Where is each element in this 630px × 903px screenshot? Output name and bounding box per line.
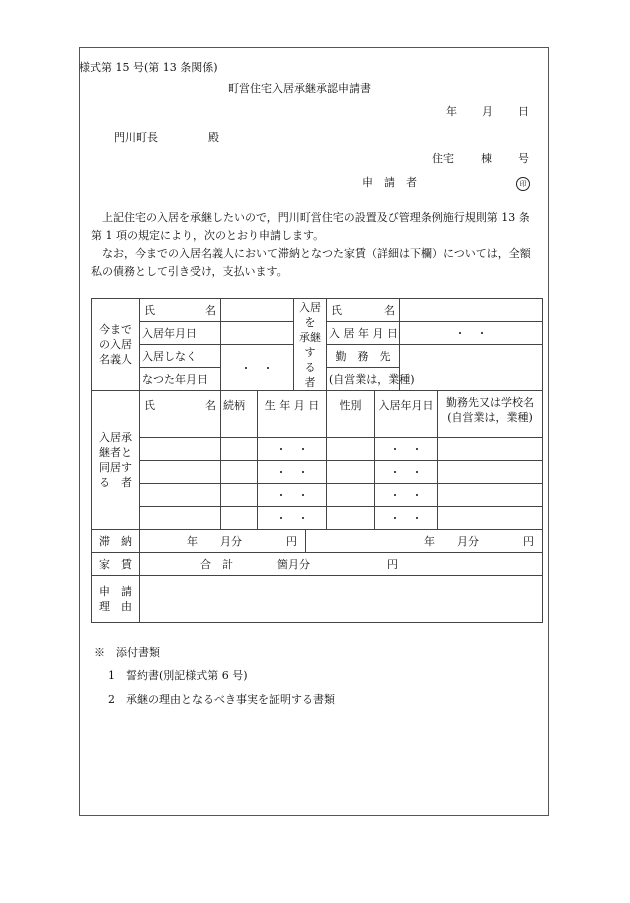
cohabitant-relation[interactable] xyxy=(221,438,258,461)
cohabitant-name[interactable] xyxy=(140,507,221,530)
paragraph-2: なお，今までの入居名義人において滞納となつた家賃（詳細は下欄）については，全額私の債務として引き受け，支払います。 xyxy=(91,247,531,278)
cohabitant-sex[interactable] xyxy=(327,507,375,530)
cohabitant-movein[interactable]: ・ ・ xyxy=(375,484,438,507)
reason-label: 申 請 理 由 xyxy=(92,576,140,623)
application-table xyxy=(91,298,543,623)
cohabitants-label: 入居承 継者と 同居す る 者 xyxy=(92,391,140,530)
cohabitant-relation[interactable] xyxy=(221,461,258,484)
attachments-heading: ※ 添付書類 xyxy=(94,646,160,659)
date-month: 月 xyxy=(482,105,493,118)
date-year: 年 xyxy=(446,105,457,118)
cohabitant-work[interactable] xyxy=(438,507,543,530)
successor-movein-label: 入 居 年 月 日 xyxy=(327,322,400,345)
applicant-seal xyxy=(516,176,530,191)
cohabitant-sex[interactable] xyxy=(327,438,375,461)
arrears-total[interactable]: 合 計 箇月分 円 xyxy=(140,553,543,576)
cohabitant-name[interactable] xyxy=(140,438,221,461)
arrears-label-2: 家 賃 xyxy=(92,553,140,576)
housing-building: 棟 xyxy=(481,152,492,165)
successor-label: 入居を 承継す る 者 xyxy=(294,299,327,391)
cohabitant-movein[interactable]: ・ ・ xyxy=(375,507,438,530)
cohabitant-sex[interactable] xyxy=(327,484,375,507)
cohabitant-sex[interactable] xyxy=(327,461,375,484)
prev-holder-label: 今まで の入居 名義人 xyxy=(92,299,140,391)
cohabitant-relation[interactable] xyxy=(221,484,258,507)
addressee-name: 門川町長 xyxy=(114,131,158,144)
cohabitant-header-sex: 性別 xyxy=(327,391,375,438)
cohabitant-movein[interactable]: ・ ・ xyxy=(375,461,438,484)
seal-mark: 印 xyxy=(516,177,530,191)
cohabitant-header-name: 氏 名 xyxy=(140,391,221,438)
cohabitant-birthdate[interactable]: ・ ・ xyxy=(258,507,327,530)
housing-number: 号 xyxy=(518,152,529,165)
cohabitant-birthdate[interactable]: ・ ・ xyxy=(258,484,327,507)
arrears-left-entry[interactable]: 年 月分 円 xyxy=(140,530,306,553)
prev-holder-moveout-label-2: なつた年月日 xyxy=(140,368,221,391)
cohabitant-movein[interactable]: ・ ・ xyxy=(375,438,438,461)
reason-value[interactable] xyxy=(140,576,543,623)
paragraph-1: 上記住宅の入居を承継したいので，門川町営住宅の設置及び管理条例施行規則第 13 条第 1 項の規定により，次のとおり申請します。 xyxy=(91,211,530,242)
cohabitant-work[interactable] xyxy=(438,461,543,484)
cohabitant-name[interactable] xyxy=(140,484,221,507)
applicant-label: 申 請 者 xyxy=(362,176,417,189)
cohabitant-header-relation: 続柄 xyxy=(221,391,258,438)
prev-holder-movein-value[interactable] xyxy=(221,322,294,345)
cohabitant-birthdate[interactable]: ・ ・ xyxy=(258,438,327,461)
form-number: 様式第 15 号(第 13 条関係) xyxy=(79,61,218,74)
cohabitant-name[interactable] xyxy=(140,461,221,484)
cohabitant-header-work: 勤務先又は学校名 (自営業は，業種) xyxy=(438,391,543,438)
cohabitant-header-movein: 入居年月日 xyxy=(375,391,438,438)
prev-holder-moveout-label-1: 入居しなく xyxy=(140,345,221,368)
cohabitant-birthdate[interactable]: ・ ・ xyxy=(258,461,327,484)
successor-name-label: 氏 名 xyxy=(327,299,400,322)
cohabitant-work[interactable] xyxy=(438,438,543,461)
attachment-item-2: 2 承継の理由となるべき事実を証明する書類 xyxy=(108,693,335,706)
cohabitant-relation[interactable] xyxy=(221,507,258,530)
arrears-right-entry[interactable]: 年 月分 円 xyxy=(306,530,543,553)
prev-holder-moveout-value[interactable]: ・ ・ xyxy=(221,345,294,391)
successor-work-label-1: 勤 務 先 xyxy=(327,345,400,368)
successor-name-value[interactable] xyxy=(400,299,543,322)
prev-holder-movein-label: 入居年月日 xyxy=(140,322,221,345)
successor-movein-value[interactable]: ・ ・ xyxy=(400,322,543,345)
prev-holder-name-value[interactable] xyxy=(221,299,294,322)
attachment-item-1: 1 誓約書(別記様式第 6 号) xyxy=(108,669,248,682)
successor-work-label-2: (自営業は，業種) xyxy=(327,368,400,391)
housing-label: 住宅 xyxy=(432,152,454,165)
successor-work-value[interactable] xyxy=(400,345,543,391)
cohabitant-header-birthdate: 生 年 月 日 xyxy=(258,391,327,438)
cohabitant-work[interactable] xyxy=(438,484,543,507)
form-title: 町営住宅入居承継承認申請書 xyxy=(228,82,371,95)
addressee-honorific: 殿 xyxy=(208,131,219,144)
prev-holder-name-label: 氏 名 xyxy=(140,299,221,322)
arrears-label-1: 滞 納 xyxy=(92,530,140,553)
date-day: 日 xyxy=(518,105,529,118)
